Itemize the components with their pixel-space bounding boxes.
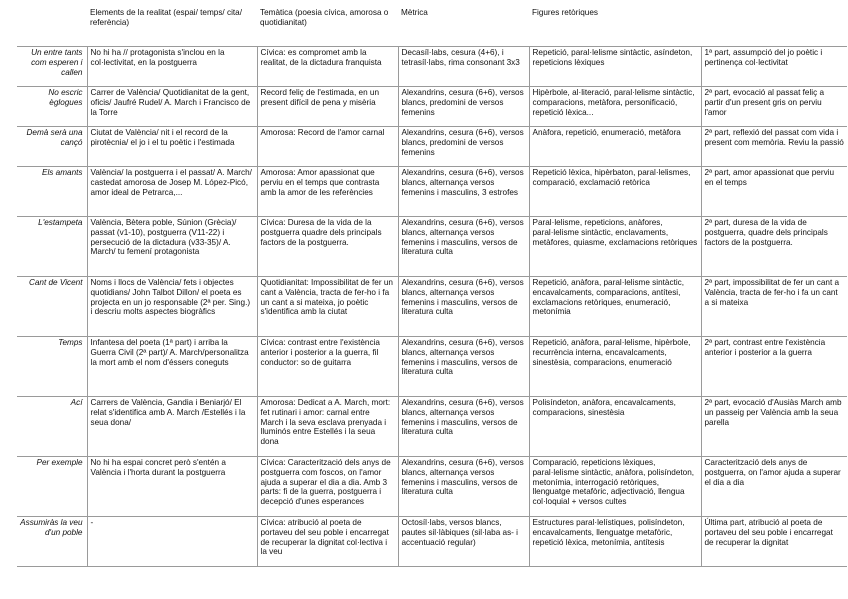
cell-metrica: Alexandrins, cesura (6+6), versos blancs, alternança versos femenins i masculins, versos de literatura culta [398,217,529,277]
header-figures: Figures retòriques [532,8,598,17]
cell-figures: Hipèrbole, al·literació, paral·lelisme sintàctic, comparacions, metàfora, personificació, repetició lèxica... [529,87,701,127]
cell-part: Caracterització dels anys de postguerra, on l'amor ajuda a superar el dia a dia [701,457,847,517]
poem-title: Demà serà una cançó [17,127,87,167]
table-row [17,457,847,517]
cell-elements: València/ la postguerra i el passat/ A. March/ castedat amorosa de Josep M. López-Picó, amor ideal de Petrarca,... [87,167,257,217]
cell-elements: No hi ha espai concret però s'entén a València i l'horta durant la postguerra [87,457,257,517]
poem-title: No escric èglogues [17,87,87,127]
cell-tematica: Cívica: contrast entre l'existència anterior i posterior a la guerra, fil conductor: so de guitarra [257,337,398,397]
table-row [17,277,847,337]
cell-figures: Repetició lèxica, hipèrbaton, paral·lelismes, comparació, exclamació retòrica [529,167,701,217]
cell-elements: València, Bètera poble, Súnion (Grècia)/ passat (v1-10), postguerra (V11-22) i persecució de la dictadura (v33-35)/ A. March/ tu femení protagonista [87,217,257,277]
poem-title: Per exemple [17,457,87,517]
cell-metrica: Alexandrins, cesura (6+6), versos blancs, alternança versos femenins i masculins, versos de literatura culta [398,397,529,457]
cell-figures: Repetició, paral·lelisme sintàctic, asíndeton, repeticions lèxiques [529,47,701,87]
cell-elements: Noms i llocs de València/ fets i objectes quotidians/ John Talbot Dillon/ el poeta es projecta en un jo responsable (2ª per. Sing.) i descriu molts aspectes biogràfics [87,277,257,337]
cell-part: 2ª part, amor apassionat que perviu en el temps [701,167,847,217]
table-body [17,47,847,567]
cell-metrica: Decasíl·labs, cesura (4+6), i tetrasíl·labs, rima consonant 3x3 [398,47,529,87]
cell-part: 2ª part, duresa de la vida de postguerra, quadre dels principals factors de la postguerra. [701,217,847,277]
cell-tematica: Quotidianitat: Impossibilitat de fer un cant a València, tracta de fer-ho i fa un cant a si mateixa, jo poètic s'identifica amb la ciutat [257,277,398,337]
cell-part: 2ª part, reflexió del passat com vida i present com memòria. Reviu la passió [701,127,847,167]
cell-tematica: Cívica: Caracterització dels anys de postguerra com foscos, on l'amor ajuda a superar el dia a dia. Amb 3 parts: fi de la guerra, postguerra i decepció d'unes esperances [257,457,398,517]
cell-tematica: Amorosa: Amor apassionat que perviu en el temps que contrasta amb la amor de les referències [257,167,398,217]
cell-tematica: Amorosa: Record de l'amor carnal [257,127,398,167]
table-row [17,127,847,167]
cell-elements: Carrer de València/ Quotidianitat de la gent, oficis/ Jaufré Rudel/ A. March i Francisco de la Torre [87,87,257,127]
cell-elements: Carrers de València, Gandia i Beniarjó/ El relat s'identifica amb A. March /Estellés i la seua dona/ [87,397,257,457]
poem-title: Ací [17,397,87,457]
header-row [17,8,847,47]
cell-figures: Comparació, repeticions lèxiques, paral·lelisme sintàctic, anàfora, polisíndeton, metonímia, interrogació retòriques, llenguatge metafòric, adjectivació, llengua col·loquial + versos cultes [529,457,701,517]
cell-metrica: Alexandrins, cesura (6+6), versos blancs, predomini de versos femenins [398,127,529,167]
poem-title: L'estampeta [17,217,87,277]
cell-elements: - [87,517,257,567]
header-poem [17,8,87,47]
cell-figures: Repetició, anàfora, paral·lelisme, hipèrbole, recurrència interna, encavalcaments, sinestèsia, comparacions, enumeració [529,337,701,397]
table-row [17,217,847,277]
document-page [17,8,847,567]
table-row [17,397,847,457]
cell-tematica: Amorosa: Dedicat a A. March, mort: fet rutinari i amor: carnal entre March i la seva esclava prenyada i lluminós entre Estellés i la seua dona [257,397,398,457]
cell-part: 2ª part, evocació al passat feliç a partir d'un present gris on perviu l'amor [701,87,847,127]
cell-elements: Infantesa del poeta (1ª part) i arriba la Guerra Civil (2ª part)/ A. March/personalitza la mort amb el nom d'éssers coneguts [87,337,257,397]
cell-figures: Anàfora, repetició, enumeració, metàfora [529,127,701,167]
cell-tematica: Record feliç de l'estimada, en un present difícil de pena y misèria [257,87,398,127]
cell-metrica: Alexandrins, cesura (6+6), versos blancs, alternança versos femenins i masculins, versos de literatura culta [398,277,529,337]
cell-figures: Paral·lelisme, repeticions, anàfores, paral·lelisme sintàctic, enclavaments, metàfores, quiasme, exclamacions retòriques [529,217,701,277]
cell-tematica: Cívica: es compromet amb la realitat, de la dictadura franquista [257,47,398,87]
poem-title: Assumiràs la veu d'un poble [17,517,87,567]
cell-tematica: Cívica: atribució al poeta de portaveu del seu poble i encarregat de recuperar la dignitat col·lectiva i la veu [257,517,398,567]
table-row [17,167,847,217]
cell-metrica: Alexandrins, cesura (6+6), versos blancs, predomini de versos femenins [398,87,529,127]
poem-title: Un entre tants com esperen i callen [17,47,87,87]
cell-figures: Repetició, anàfora, paral·lelisme sintàctic, encavalcaments, comparacions, antítesi, exclamacions retòriques, enumeració, metonímia [529,277,701,337]
cell-part: 1ª part, assumpció del jo poètic i pertinença col·lectivitat [701,47,847,87]
header-elements: Elements de la realitat (espai/ temps/ cita/ referència) [90,8,242,27]
cell-figures: Polisíndeton, anàfora, encavalcaments, comparacions, sinestèsia [529,397,701,457]
cell-elements: No hi ha // protagonista s'inclou en la col·lectivitat, en la postguerra [87,47,257,87]
header-part [701,8,847,47]
cell-figures: Estructures paral·lelístiques, polisíndeton, encavalcaments, llenguatge metafòric, repetició lèxica, metonímia, antítesis [529,517,701,567]
cell-part: 2ª part, impossibilitat de fer un cant a València, tracta de fer-ho i fa un cant a si mateixa [701,277,847,337]
table-row [17,47,847,87]
cell-metrica: Alexandrins, cesura (6+6), versos blancs, alternança versos femenins i masculins, 3 estrofes [398,167,529,217]
cell-elements: Ciutat de València/ nit i el record de la pirotècnia/ el jo i el tu poètic i l'estimada [87,127,257,167]
poem-title: Els amants [17,167,87,217]
cell-tematica: Cívica: Duresa de la vida de la postguerra quadre dels principals factors de la postguerra. [257,217,398,277]
poem-title: Temps [17,337,87,397]
cell-metrica: Octosíl·labs, versos blancs, pautes sil·làbiques (sil·laba as- i accentuació regular) [398,517,529,567]
table-header [17,8,847,47]
poems-analysis-table [17,8,847,567]
cell-part: Última part, atribució al poeta de portaveu del seu poble i encarregat de recuperar la dignitat [701,517,847,567]
header-tematica: Temàtica (poesia cívica, amorosa o quotidianitat) [260,8,389,27]
table-row [17,517,847,567]
poem-title: Cant de Vicent [17,277,87,337]
header-metrica: Mètrica [401,8,428,17]
table-row [17,87,847,127]
cell-part: 2ª part, contrast entre l'existència anterior i posterior a la guerra [701,337,847,397]
cell-part: 2ª part, evocació d'Ausiàs March amb un passeig per València amb la seua parella [701,397,847,457]
table-row [17,337,847,397]
cell-metrica: Alexandrins, cesura (6+6), versos blancs, alternança versos femenins i masculins, versos de literatura culta [398,337,529,397]
cell-metrica: Alexandrins, cesura (6+6), versos blancs, alternança versos femenins i masculins, versos de literatura culta [398,457,529,517]
